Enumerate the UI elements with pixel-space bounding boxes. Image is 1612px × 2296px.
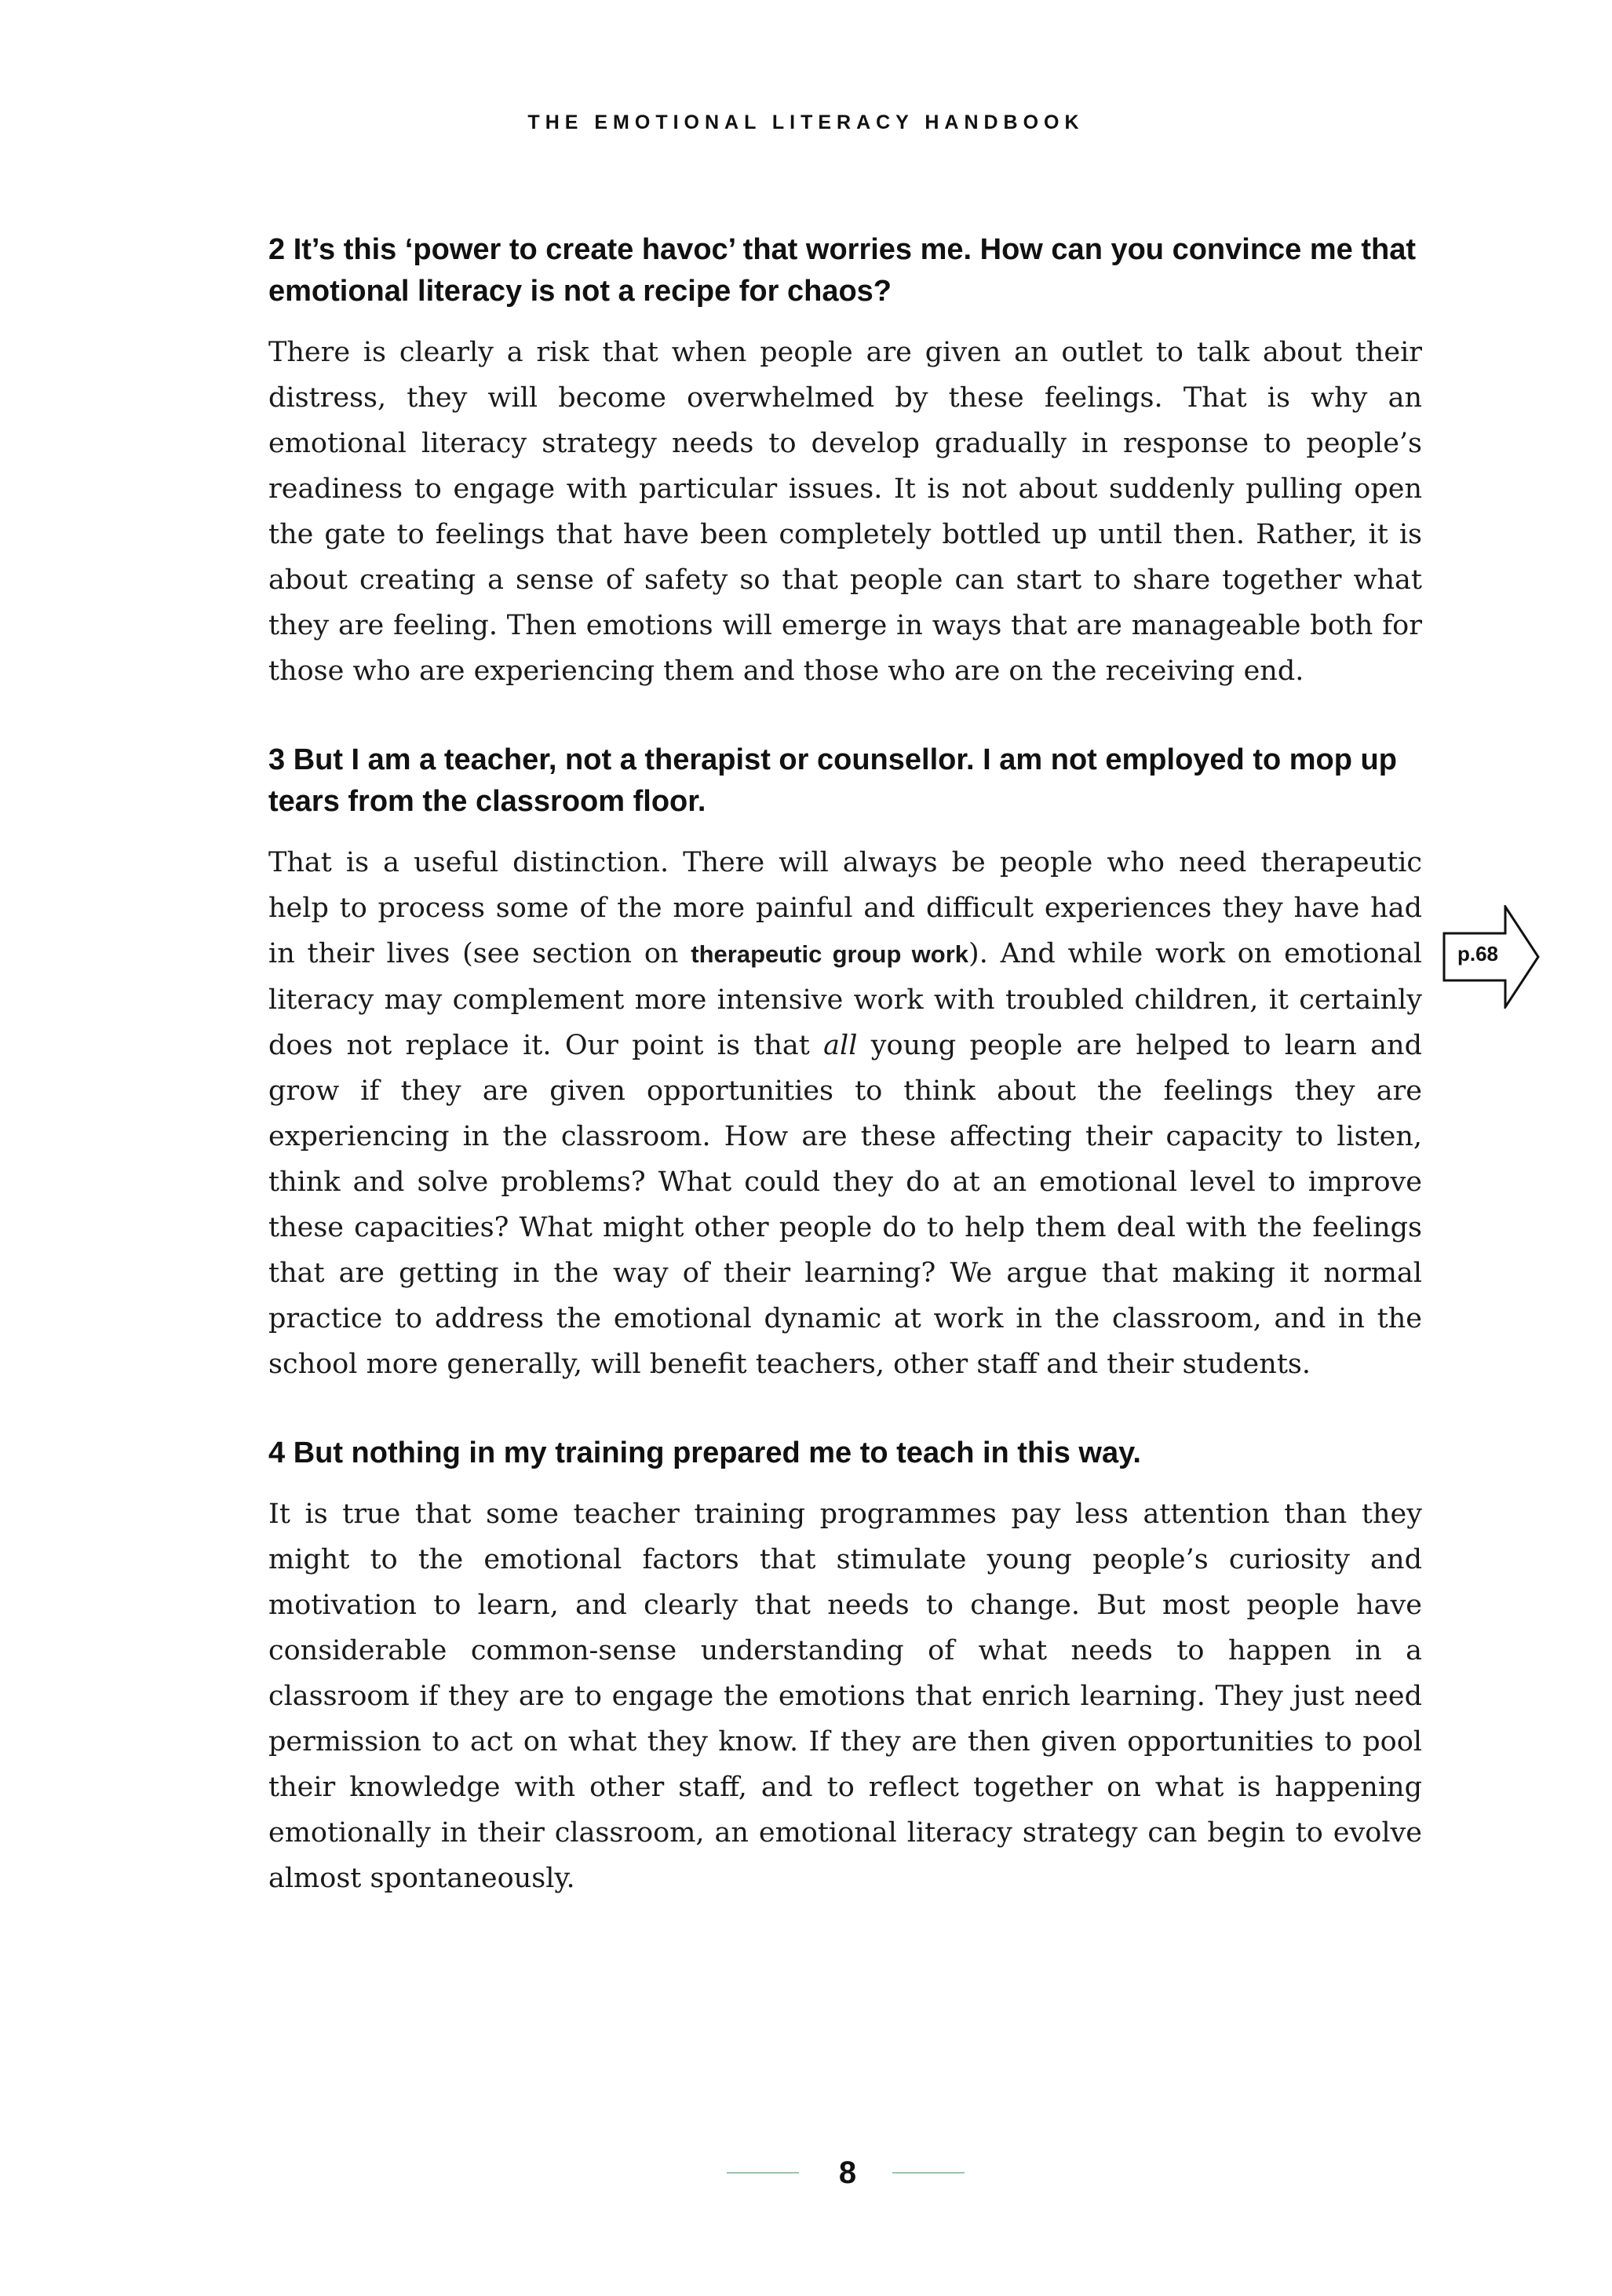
cross-reference-link[interactable]: therapeutic group work (691, 940, 969, 968)
answer-3-text-c: young people are helped to learn and grow if they are given opportunities to think about the feelings they are experiencing in the classroom. How are these affecting their capacity to listen, think and solve problems? What could they do at an emotional level to improve these capacities? What might other people do to help them deal with the feelings that are getting in the way of their learning? We argue that making it normal practice to address the emotional dynamic at work in the classroom, and in the school more generally, will benefit teachers, other staff and their students. (268, 1030, 1422, 1380)
running-head: THE EMOTIONAL LITERACY HANDBOOK (527, 111, 1085, 133)
answer-3 (268, 840, 1422, 1387)
footer-rule-left (727, 2172, 799, 2174)
question-3: 3 But I am a teacher, not a therapist or counsellor. I am not employed to mop up tears from the classroom floor. (268, 743, 1397, 818)
answer-2: There is clearly a risk that when people are given an outlet to talk about their distress, they will become overwhelmed by these feelings. That is why an emotional literacy strategy needs to develop gradually in response to people’s readiness to engage with particular issues. It is not about suddenly pulling open the gate to feelings that have been completely bottled up until then. Rather, it is about creating a sense of safety so that people can start to share together what they are feeling. Then emotions will emerge in ways that are manageable both for those who are experiencing them and those who are on the receiving end. (268, 337, 1422, 687)
answer-3-text-a: That is a useful distinction. There will always be people who need therapeutic help to process some of the more painful and difficult experiences they have had in their lives (see section on (268, 847, 1422, 969)
emphasis-all: all (823, 1030, 858, 1061)
question-2: 2 It’s this ‘power to create havoc’ that worries me. How can you convince me that emotional literacy is not a recipe for chaos? (268, 233, 1416, 308)
page-footer (0, 2149, 1612, 2196)
answer-4: It is true that some teacher training programmes pay less attention than they might to the emotional factors that stimulate young people’s curiosity and motivation to learn, and clearly that needs to change. But most people have considerable common-sense understanding of what needs to happen in a classroom if they are to engage the emotions that enrich learning. They just need permission to act on what they know. If they are then given opportunities to pool their knowledge with other staff, and to reflect together on what is happening emotionally in their classroom, an emotional literacy strategy can begin to evolve almost spontaneously. (268, 1498, 1422, 1894)
main-content (268, 229, 1422, 1901)
footer-rule-right (892, 2172, 965, 2174)
page-reference-arrow[interactable] (1442, 905, 1540, 1009)
page-number: 8 (838, 2155, 857, 2190)
answer-3-text-b: ). And while work on emotional literacy may complement more intensive work with troubled children, it certainly does not replace it. Our point is that (268, 938, 1422, 1061)
question-4: 4 But nothing in my training prepared me to teach in this way. (268, 1436, 1141, 1469)
page-reference-label: p.68 (1457, 942, 1499, 965)
